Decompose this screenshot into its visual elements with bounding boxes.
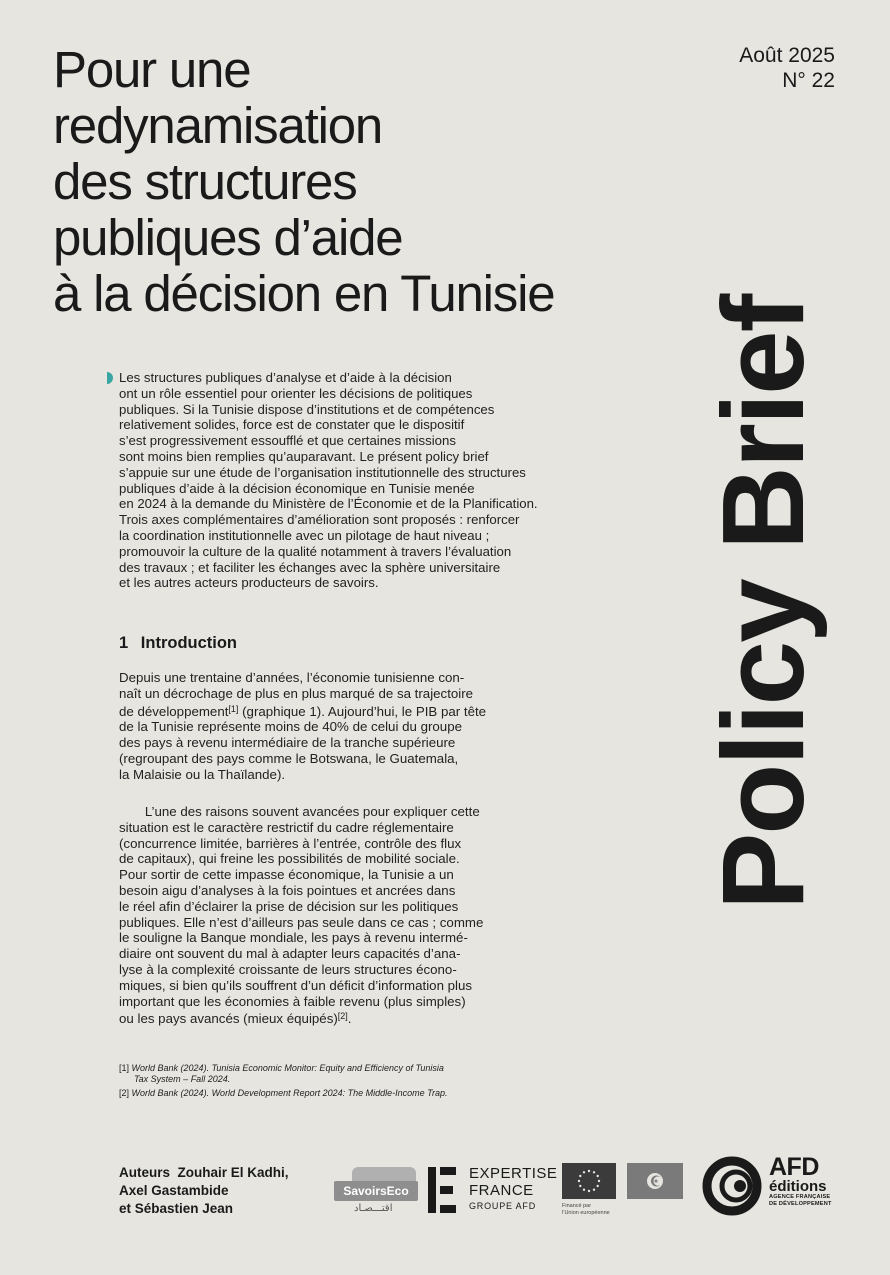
footnote-number: [2]: [119, 1088, 130, 1098]
abstract-line: publiques d’aide à la décision économique en Tunisie menée: [119, 480, 475, 496]
abstract-marker-icon: [107, 372, 113, 384]
ef-line: EXPERTISE: [469, 1165, 558, 1182]
publication-date: Août 2025: [739, 44, 835, 67]
paragraph-line: besoin aigu d’analyses à la fois pointues et ancrées dans: [119, 882, 456, 898]
paragraph-line: le souligne la Banque mondiale, les pays à revenu intermé-: [119, 930, 468, 946]
paragraph-line: la Malaisie ou la Thaïlande).: [119, 766, 286, 782]
paragraph-line: (regroupant des pays comme le Botswana, le Guatemala,: [119, 750, 459, 766]
partner-logos: [0, 1155, 890, 1225]
abstract-line: promouvoir la culture de la qualité notamment à travers l’évaluation: [119, 543, 512, 559]
series-title: Policy Brief: [698, 295, 828, 910]
paragraph-line: de la Tunisie représente moins de 40% de celui du groupe: [119, 719, 462, 735]
footnote-1: [119, 1063, 519, 1085]
afd-tagline: DE DÉVELOPPEMENT: [769, 1201, 832, 1207]
abstract-line: ont un rôle essentiel pour orienter les décisions de politiques: [119, 385, 473, 401]
title-line: publiques d’aide: [53, 209, 403, 266]
abstract: [119, 370, 599, 591]
savoirseco-arabic: اقتـــصـاد: [354, 1203, 393, 1214]
paragraph-line: lyse à la complexité croissante de leurs structures écono-: [119, 961, 457, 977]
footnote-text: World Bank (2024). Tunisia Economic Monitor: Equity and Efficiency of Tunisia: [131, 1063, 444, 1073]
paragraph-line: Depuis une trentaine d’années, l’économie tunisienne con-: [119, 670, 465, 685]
abstract-line: en 2024 à la demande du Ministère de l’Économie et de la Planification.: [119, 496, 538, 512]
footnote-2: [119, 1088, 519, 1099]
abstract-line: s’appuie sur une étude de l’organisation institutionnelle des structures: [119, 464, 526, 480]
title-line: Pour une: [53, 41, 251, 98]
paragraph-line: diaire ont souvent du mal à adapter leurs capacités d’ana-: [119, 946, 461, 962]
abstract-line: sont moins bien remplies qu’auparavant. Le présent policy brief: [119, 448, 489, 464]
footnote-text: World Bank (2024). World Development Report 2024: The Middle-Income Trap.: [131, 1088, 448, 1098]
footnote-ref-1[interactable]: [1]: [228, 703, 239, 714]
footnote-ref-2[interactable]: [2]: [337, 1011, 348, 1022]
paragraph-line: [119, 702, 512, 720]
paragraph-line: [119, 1009, 512, 1027]
afd-wordmark: AFD: [769, 1153, 819, 1181]
title-line: à la décision en Tunisie: [53, 265, 555, 322]
ef-line: GROUPE AFD: [469, 1201, 537, 1211]
issue-number: N° 22: [782, 69, 835, 92]
abstract-line: et les autres acteurs producteurs de savoirs.: [119, 575, 379, 591]
ef-line: FRANCE: [469, 1182, 534, 1199]
paragraph-line: naît un décrochage de plus en plus marqué de sa trajectoire: [119, 685, 474, 701]
savoirseco-wordmark: SavoirsEco: [334, 1181, 418, 1201]
savoirseco-logo: [334, 1167, 418, 1217]
eu-caption-line: Financé par: [562, 1203, 592, 1209]
abstract-line: Les structures publiques d’analyse et d’aide à la décision: [119, 370, 452, 385]
authors-label: Auteurs: [119, 1165, 171, 1180]
abstract-line: s’est progressivement essoufflé et que certaines missions: [119, 433, 456, 449]
document-title: [53, 42, 693, 322]
paragraph-line: situation est le caractère restrictif du cadre réglementaire: [119, 819, 454, 835]
author-name: et Sébastien Jean: [119, 1201, 234, 1216]
abstract-line: relativement solides, force est de constater que le dispositif: [119, 417, 465, 433]
paragraph-line: des pays à revenu intermédiaire de la tranche supérieure: [119, 735, 456, 751]
tunisia-flag-icon: [627, 1163, 683, 1199]
paragraph-line: L’une des raisons souvent avancées pour expliquer cette: [119, 804, 480, 819]
paragraph-line: le réel afin d’éclairer la prise de décision sur les politiques: [119, 898, 459, 914]
text-run: de développement: [119, 703, 229, 719]
intro-paragraph-1: [119, 670, 512, 783]
section-title: Introduction: [140, 634, 238, 652]
paragraph-line: miques, si bien qu’ils souffrent d’un déficit d’information plus: [119, 977, 473, 993]
afd-editions-logo: [769, 1155, 832, 1208]
paragraph-line: publiques. Elle n’est d’ailleurs pas seule dans ce cas ; comme: [119, 914, 484, 930]
text-run: (graphique 1). Aujourd’hui, le PIB par tête: [238, 703, 487, 719]
footnote-number: [1]: [119, 1063, 130, 1073]
paragraph-line: Pour sortir de cette impasse économique, la Tunisie a un: [119, 867, 454, 883]
eu-flag-icon: [562, 1163, 616, 1199]
paragraph-line: (concurrence limitée, barrières à l’entrée, contrôle des flux: [119, 835, 462, 851]
afd-tagline: AGENCE FRANÇAISE: [769, 1194, 831, 1200]
eu-caption-line: l’Union européenne: [562, 1210, 610, 1216]
section-heading: [119, 634, 237, 653]
eu-caption: [562, 1203, 632, 1217]
afd-editions: éditions: [769, 1178, 827, 1195]
expertise-france-logo: [469, 1165, 557, 1213]
abstract-line: des travaux ; et faciliter les échanges avec la sphère universitaire: [119, 559, 501, 575]
paragraph-line: important que les économies à faible revenu (plus simples): [119, 993, 466, 1009]
abstract-line: publiques. Si la Tunisie dispose d’institutions et de compétences: [119, 401, 495, 417]
footnote-text: Tax System – Fall 2024.: [134, 1074, 231, 1084]
title-line: redynamisation: [53, 97, 383, 154]
section-number: 1: [119, 634, 129, 652]
text-run: ou les pays avancés (mieux équipés): [119, 1011, 338, 1027]
expertise-france-mark-icon: [428, 1167, 456, 1213]
author-name: Zouhair El Kadhi,: [177, 1165, 289, 1180]
abstract-line: Trois axes complémentaires d’amélioration sont proposés : renforcer: [119, 512, 520, 528]
afd-ring-icon: [701, 1155, 763, 1217]
text-run: .: [347, 1011, 352, 1027]
author-name: Axel Gastambide: [119, 1183, 229, 1198]
paragraph-line: de capitaux), qui freine les possibilités de mobilité sociale.: [119, 851, 460, 867]
issue-info: [739, 43, 835, 93]
abstract-line: la coordination institutionnelle avec un pilotage de haut niveau ;: [119, 527, 490, 543]
intro-paragraph-2: [119, 804, 512, 1027]
title-line: des structures: [53, 153, 357, 210]
